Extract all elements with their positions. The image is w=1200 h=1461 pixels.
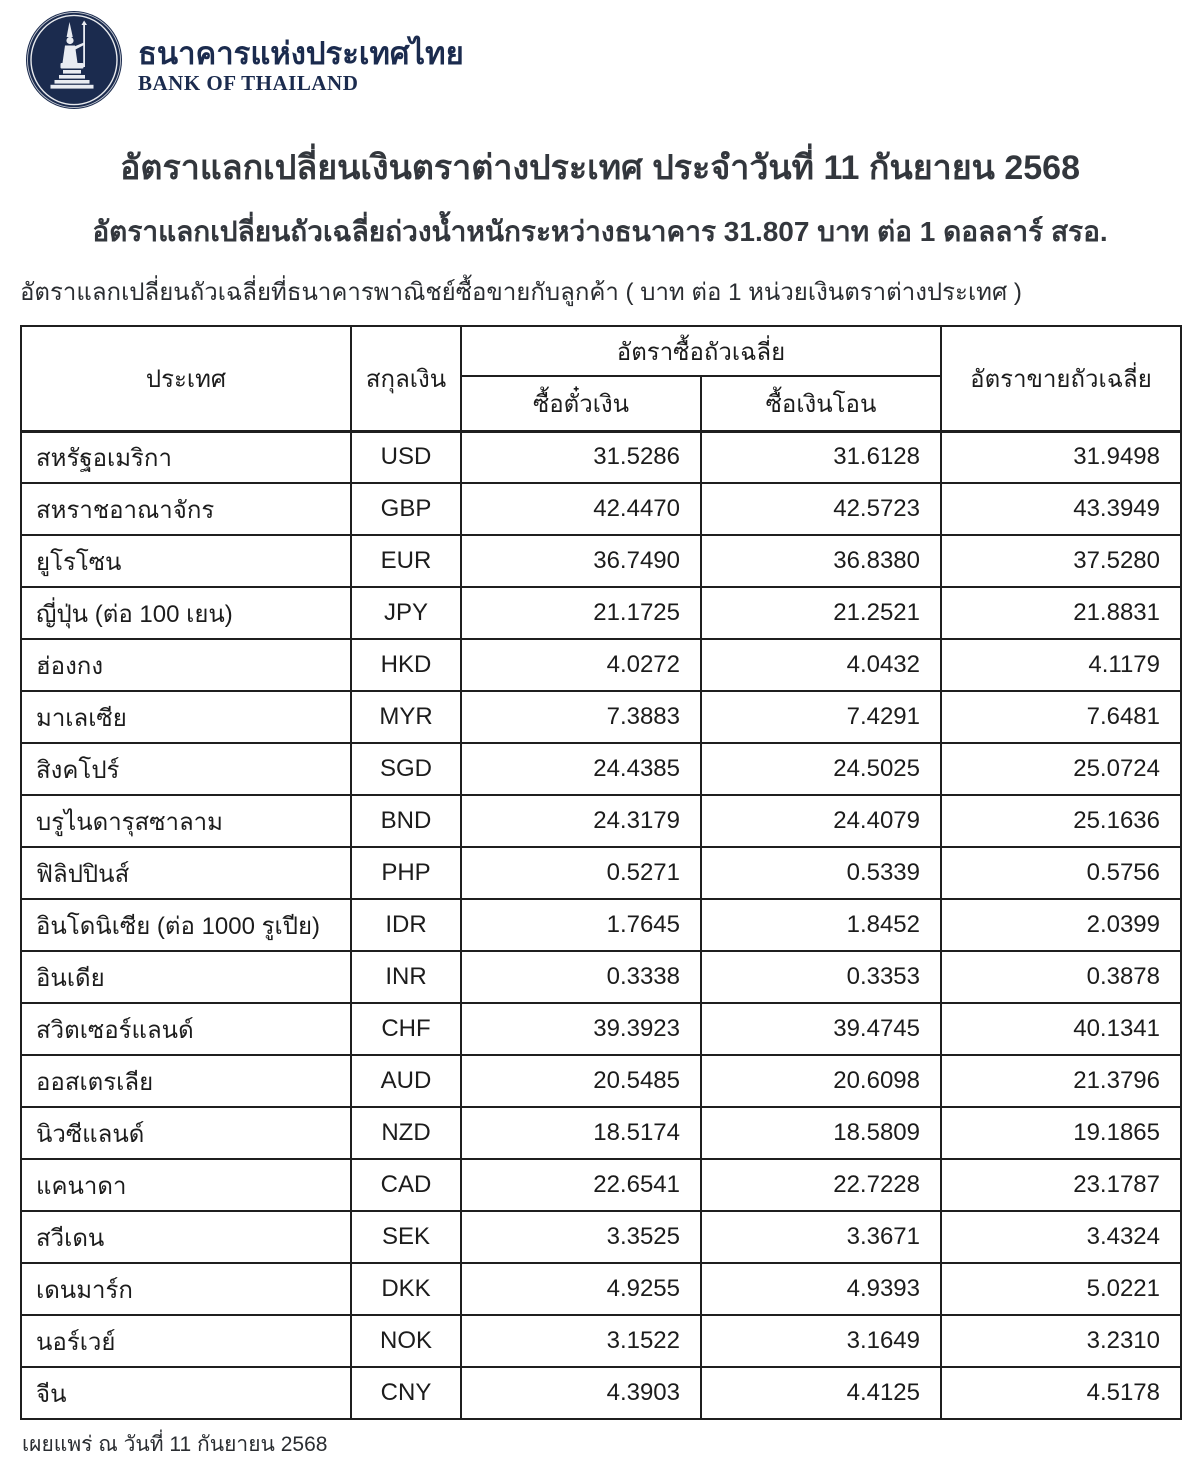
buy-bill-rate-cell: 4.3903 xyxy=(461,1367,701,1419)
buy-transfer-rate-cell: 20.6098 xyxy=(701,1055,941,1107)
column-header-country: ประเทศ xyxy=(21,326,351,431)
currency-code-cell: NOK xyxy=(351,1315,461,1367)
country-cell: อินโดนิเซีย (ต่อ 1000 รูเปีย) xyxy=(21,899,351,951)
country-cell: สวีเดน xyxy=(21,1211,351,1263)
buy-transfer-rate-cell: 1.8452 xyxy=(701,899,941,951)
buy-bill-rate-cell: 21.1725 xyxy=(461,587,701,639)
country-cell: นิวซีแลนด์ xyxy=(21,1107,351,1159)
currency-code-cell: CHF xyxy=(351,1003,461,1055)
table-row xyxy=(21,535,1181,587)
table-row xyxy=(21,431,1181,483)
country-cell: มาเลเซีย xyxy=(21,691,351,743)
table-row xyxy=(21,1367,1181,1419)
buy-transfer-rate-cell: 18.5809 xyxy=(701,1107,941,1159)
sell-rate-cell: 4.5178 xyxy=(941,1367,1181,1419)
currency-code-cell: DKK xyxy=(351,1263,461,1315)
country-cell: ยูโรโซน xyxy=(21,535,351,587)
currency-code-cell: MYR xyxy=(351,691,461,743)
sell-rate-cell: 25.1636 xyxy=(941,795,1181,847)
currency-code-cell: AUD xyxy=(351,1055,461,1107)
buy-bill-rate-cell: 24.3179 xyxy=(461,795,701,847)
country-cell: ญี่ปุ่น (ต่อ 100 เยน) xyxy=(21,587,351,639)
sell-rate-cell: 21.8831 xyxy=(941,587,1181,639)
buy-transfer-rate-cell: 4.9393 xyxy=(701,1263,941,1315)
table-row xyxy=(21,847,1181,899)
bank-name-english: BANK OF THAILAND xyxy=(138,71,359,96)
country-cell: จีน xyxy=(21,1367,351,1419)
table-row xyxy=(21,587,1181,639)
buy-transfer-rate-cell: 31.6128 xyxy=(701,431,941,483)
table-caption-note: อัตราแลกเปลี่ยนถัวเฉลี่ยที่ธนาคารพาณิชย์ซื้อขายกับลูกค้า ( บาท ต่อ 1 หน่วยเงินตราต่างประเทศ ) xyxy=(20,279,1022,306)
country-cell: แคนาดา xyxy=(21,1159,351,1211)
buy-bill-rate-cell: 36.7490 xyxy=(461,535,701,587)
exchange-rate-table xyxy=(20,325,1182,1420)
column-header-sell: อัตราขายถัวเฉลี่ย xyxy=(941,326,1181,431)
buy-transfer-rate-cell: 22.7228 xyxy=(701,1159,941,1211)
buy-transfer-rate-cell: 4.0432 xyxy=(701,639,941,691)
column-header-currency: สกุลเงิน xyxy=(351,326,461,431)
table-row xyxy=(21,1315,1181,1367)
buy-bill-rate-cell: 1.7645 xyxy=(461,899,701,951)
table-row xyxy=(21,483,1181,535)
buy-transfer-rate-cell: 21.2521 xyxy=(701,587,941,639)
table-row xyxy=(21,691,1181,743)
table-body xyxy=(21,431,1181,1419)
buy-bill-rate-cell: 3.1522 xyxy=(461,1315,701,1367)
buy-transfer-rate-cell: 42.5723 xyxy=(701,483,941,535)
buy-transfer-rate-cell: 39.4745 xyxy=(701,1003,941,1055)
currency-code-cell: INR xyxy=(351,951,461,1003)
country-cell: เดนมาร์ก xyxy=(21,1263,351,1315)
buy-bill-rate-cell: 0.5271 xyxy=(461,847,701,899)
buy-bill-rate-cell: 4.0272 xyxy=(461,639,701,691)
country-cell: อินเดีย xyxy=(21,951,351,1003)
currency-code-cell: PHP xyxy=(351,847,461,899)
buy-transfer-rate-cell: 36.8380 xyxy=(701,535,941,587)
table-row xyxy=(21,1159,1181,1211)
page-title: อัตราแลกเปลี่ยนเงินตราต่างประเทศ ประจำวันที่ 11 กันยายน 2568 xyxy=(119,149,1081,187)
buy-transfer-rate-cell: 7.4291 xyxy=(701,691,941,743)
sell-rate-cell: 31.9498 xyxy=(941,431,1181,483)
buy-bill-rate-cell: 0.3338 xyxy=(461,951,701,1003)
table-row xyxy=(21,1107,1181,1159)
buy-transfer-rate-cell: 24.4079 xyxy=(701,795,941,847)
bank-name-thai: ธนาคารแห่งประเทศไทย xyxy=(138,35,464,71)
buy-bill-rate-cell: 24.4385 xyxy=(461,743,701,795)
sell-rate-cell: 2.0399 xyxy=(941,899,1181,951)
table-row xyxy=(21,795,1181,847)
currency-code-cell: CNY xyxy=(351,1367,461,1419)
currency-code-cell: NZD xyxy=(351,1107,461,1159)
column-header-buy-transfer: ซื้อเงินโอน xyxy=(701,376,941,431)
currency-code-cell: BND xyxy=(351,795,461,847)
currency-code-cell: SEK xyxy=(351,1211,461,1263)
sell-rate-cell: 4.1179 xyxy=(941,639,1181,691)
country-cell: ฟิลิปปินส์ xyxy=(21,847,351,899)
table-row xyxy=(21,1263,1181,1315)
sell-rate-cell: 0.5756 xyxy=(941,847,1181,899)
table-row xyxy=(21,951,1181,1003)
bank-of-thailand-logo-icon xyxy=(24,10,124,110)
buy-bill-rate-cell: 22.6541 xyxy=(461,1159,701,1211)
table-row xyxy=(21,1003,1181,1055)
buy-bill-rate-cell: 20.5485 xyxy=(461,1055,701,1107)
sell-rate-cell: 43.3949 xyxy=(941,483,1181,535)
country-cell: นอร์เวย์ xyxy=(21,1315,351,1367)
country-cell: สหรัฐอเมริกา xyxy=(21,431,351,483)
buy-bill-rate-cell: 42.4470 xyxy=(461,483,701,535)
brand-text xyxy=(138,24,464,97)
buy-transfer-rate-cell: 0.5339 xyxy=(701,847,941,899)
buy-transfer-rate-cell: 3.3671 xyxy=(701,1211,941,1263)
country-cell: บรูไนดารุสซาลาม xyxy=(21,795,351,847)
currency-code-cell: GBP xyxy=(351,483,461,535)
buy-transfer-rate-cell: 3.1649 xyxy=(701,1315,941,1367)
country-cell: สวิตเซอร์แลนด์ xyxy=(21,1003,351,1055)
published-date: เผยแพร่ ณ วันที่ 11 กันยายน 2568 xyxy=(22,1433,328,1456)
column-header-buy-bill: ซื้อตั๋วเงิน xyxy=(461,376,701,431)
sell-rate-cell: 3.4324 xyxy=(941,1211,1181,1263)
buy-transfer-rate-cell: 0.3353 xyxy=(701,951,941,1003)
buy-bill-rate-cell: 18.5174 xyxy=(461,1107,701,1159)
buy-bill-rate-cell: 4.9255 xyxy=(461,1263,701,1315)
currency-code-cell: SGD xyxy=(351,743,461,795)
currency-code-cell: USD xyxy=(351,431,461,483)
country-cell: สิงคโปร์ xyxy=(21,743,351,795)
buy-bill-rate-cell: 7.3883 xyxy=(461,691,701,743)
buy-bill-rate-cell: 3.3525 xyxy=(461,1211,701,1263)
sell-rate-cell: 5.0221 xyxy=(941,1263,1181,1315)
country-cell: สหราชอาณาจักร xyxy=(21,483,351,535)
sell-rate-cell: 21.3796 xyxy=(941,1055,1181,1107)
sell-rate-cell: 23.1787 xyxy=(941,1159,1181,1211)
currency-code-cell: IDR xyxy=(351,899,461,951)
buy-bill-rate-cell: 39.3923 xyxy=(461,1003,701,1055)
sell-rate-cell: 40.1341 xyxy=(941,1003,1181,1055)
sell-rate-cell: 19.1865 xyxy=(941,1107,1181,1159)
country-cell: ฮ่องกง xyxy=(21,639,351,691)
table-row xyxy=(21,1211,1181,1263)
sell-rate-cell: 0.3878 xyxy=(941,951,1181,1003)
currency-code-cell: HKD xyxy=(351,639,461,691)
table-row xyxy=(21,1055,1181,1107)
currency-code-cell: CAD xyxy=(351,1159,461,1211)
country-cell: ออสเตรเลีย xyxy=(21,1055,351,1107)
brand-header xyxy=(0,0,1200,112)
sell-rate-cell: 25.0724 xyxy=(941,743,1181,795)
currency-code-cell: JPY xyxy=(351,587,461,639)
buy-transfer-rate-cell: 4.4125 xyxy=(701,1367,941,1419)
table-header xyxy=(21,326,1181,431)
buy-transfer-rate-cell: 24.5025 xyxy=(701,743,941,795)
table-row xyxy=(21,743,1181,795)
sell-rate-cell: 37.5280 xyxy=(941,535,1181,587)
column-header-buy-group: อัตราซื้อถัวเฉลี่ย xyxy=(461,326,941,376)
sell-rate-cell: 7.6481 xyxy=(941,691,1181,743)
sell-rate-cell: 3.2310 xyxy=(941,1315,1181,1367)
table-row xyxy=(21,899,1181,951)
page-subtitle: อัตราแลกเปลี่ยนถัวเฉลี่ยถ่วงน้ำหนักระหว่างธนาคาร 31.807 บาท ต่อ 1 ดอลลาร์ สรอ. xyxy=(92,216,1108,247)
buy-bill-rate-cell: 31.5286 xyxy=(461,431,701,483)
currency-code-cell: EUR xyxy=(351,535,461,587)
table-row xyxy=(21,639,1181,691)
